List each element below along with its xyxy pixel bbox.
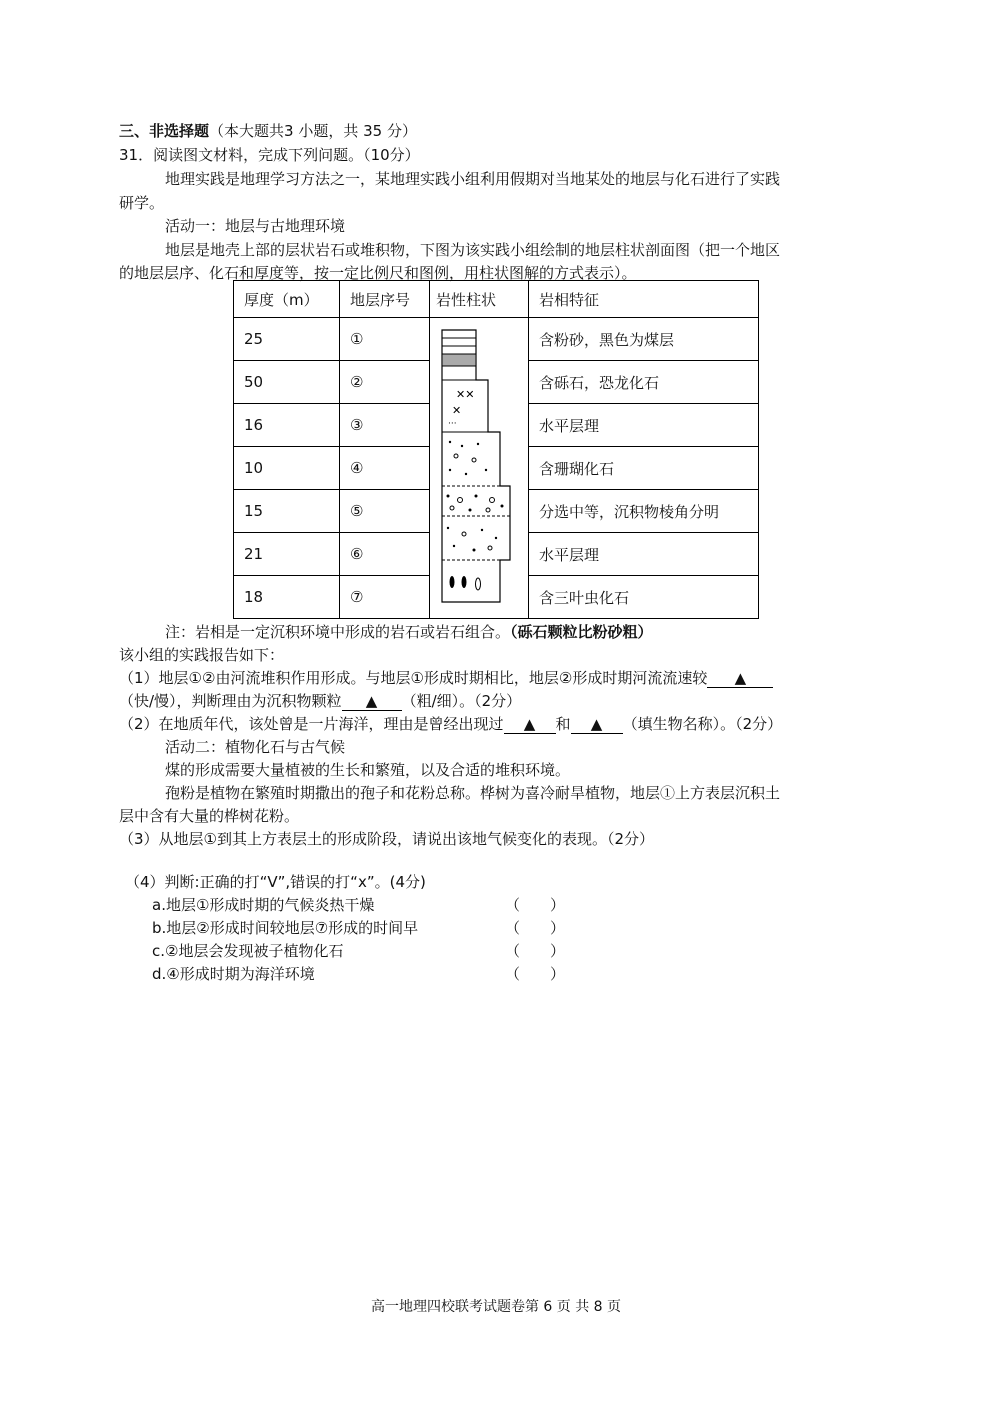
facies-cell: 含粉砂，黑色为煤层 xyxy=(529,318,759,361)
section-note: （本大题共3 小题，共 35 分） xyxy=(209,122,417,140)
note-text: 注：岩相是一定沉积环境中形成的岩石或岩石组合。 xyxy=(165,623,511,641)
judge-answer-c[interactable]: （ ） xyxy=(505,942,566,960)
note-bold: （砾石颗粒比粉砂粗） xyxy=(510,623,653,641)
svg-text:✕: ✕ xyxy=(452,404,462,417)
desc-line-1: 地层是地壳上部的层状岩石或堆积物，下图为该实践小组绘制的地层柱状剖面图（把一个地区 xyxy=(165,241,781,259)
section-heading xyxy=(119,121,417,142)
intro-line-1: 地理实践是地理学习方法之一，某地理实践小组利用假期对当地某处的地层与化石进行了实践 xyxy=(165,170,781,188)
facies-cell: 含珊瑚化石 xyxy=(529,447,759,490)
activity-one-title: 活动一：地层与古地理环境 xyxy=(165,217,346,235)
part-2-line xyxy=(119,714,782,735)
pollen-line-1: 孢粉是植物在繁殖时期撒出的孢子和花粉总称。桦树为喜冷耐旱植物，地层①上方表层沉积土 xyxy=(165,784,781,802)
pollen-line-2: 层中含有大量的桦树花粉。 xyxy=(119,807,300,825)
judge-item-b: b.地层②形成时间较地层⑦形成的时间早 xyxy=(152,919,419,937)
part-3-question: （3）从地层①到其上方表层土的形成阶段，请说出该地气候变化的表现。（2分） xyxy=(119,830,655,848)
thickness-cell: 16 xyxy=(234,404,340,447)
part-1-text-b: （快/慢），判断理由为沉积物颗粒 xyxy=(119,692,342,710)
answer-blank[interactable]: ▲ xyxy=(707,669,773,688)
header-lithology: 岩性柱状 xyxy=(430,281,529,318)
activity-two-title: 活动二：植物化石与古气候 xyxy=(165,738,346,756)
answer-blank[interactable]: ▲ xyxy=(571,715,623,734)
judge-answer-a[interactable]: （ ） xyxy=(505,896,566,914)
report-intro: 该小组的实践报告如下： xyxy=(119,646,285,664)
coal-text: 煤的形成需要大量植被的生长和繁殖，以及合适的堆积环境。 xyxy=(165,761,571,779)
header-sequence: 地层序号 xyxy=(340,281,430,318)
thickness-cell: 15 xyxy=(234,490,340,533)
header-thickness: 厚度（m） xyxy=(234,281,340,318)
answer-blank[interactable]: ▲ xyxy=(504,715,556,734)
facies-cell: 含砾石，恐龙化石 xyxy=(529,361,759,404)
sequence-cell: ④ xyxy=(340,447,430,490)
judge-item-a: a.地层①形成时期的气候炎热干燥 xyxy=(152,896,375,914)
facies-cell: 分选中等，沉积物棱角分明 xyxy=(529,490,759,533)
lithology-column-diagram xyxy=(430,320,522,612)
facies-cell: 水平层理 xyxy=(529,404,759,447)
thickness-cell: 50 xyxy=(234,361,340,404)
thickness-cell: 21 xyxy=(234,533,340,576)
facies-cell: 含三叶虫化石 xyxy=(529,576,759,619)
part-1-text-c: （粗/细）。（2分） xyxy=(401,692,522,710)
sequence-cell: ② xyxy=(340,361,430,404)
part-2-text-a: （2）在地质年代，该处曾是一片海洋，理由是曾经出现过 xyxy=(119,715,504,733)
desc-line-2: 的地层层序、化石和厚度等，按一定比例尺和图例，用柱状图解的方式表示）。 xyxy=(119,264,637,282)
part-4-question: （4）判断:正确的打“V”,错误的打“x”。(4分) xyxy=(125,873,426,891)
answer-blank[interactable]: ▲ xyxy=(342,692,402,711)
part-2-and: 和 xyxy=(555,715,571,733)
header-facies: 岩相特征 xyxy=(529,281,759,318)
judge-item-c: c.②地层会发现被子植物化石 xyxy=(152,942,344,960)
judge-answer-b[interactable]: （ ） xyxy=(505,919,566,937)
table-header-row xyxy=(234,281,759,318)
svg-text:···: ··· xyxy=(448,419,457,429)
sequence-cell: ⑦ xyxy=(340,576,430,619)
judge-item-d: d.④形成时期为海洋环境 xyxy=(152,965,315,983)
sequence-cell: ⑥ xyxy=(340,533,430,576)
part-1-text-a: （1）地层①②由河流堆积作用形成。与地层①形成时期相比，地层②形成时期河流流速较 xyxy=(119,669,708,687)
judge-answer-d[interactable]: （ ） xyxy=(505,965,566,983)
thickness-cell: 25 xyxy=(234,318,340,361)
sequence-cell: ① xyxy=(340,318,430,361)
part-2-text-b: （填生物名称）。（2分） xyxy=(622,715,783,733)
lithology-column-cell xyxy=(430,318,529,619)
page-footer: 高一地理四校联考试题卷第 6 页 共 8 页 xyxy=(370,1299,622,1315)
svg-text:✕✕: ✕✕ xyxy=(456,388,475,401)
sequence-cell: ③ xyxy=(340,404,430,447)
strata-table xyxy=(233,280,759,619)
table-row xyxy=(234,318,759,361)
part-1-line-2 xyxy=(119,691,521,712)
part-1-line-1 xyxy=(119,668,773,689)
table-note xyxy=(165,622,653,643)
sequence-cell: ⑤ xyxy=(340,490,430,533)
thickness-cell: 18 xyxy=(234,576,340,619)
facies-cell: 水平层理 xyxy=(529,533,759,576)
thickness-cell: 10 xyxy=(234,447,340,490)
intro-line-2: 研学。 xyxy=(119,194,165,212)
question-stem: 31．阅读图文材料，完成下列问题。（10分） xyxy=(119,146,420,164)
section-title: 三、非选择题 xyxy=(119,122,210,140)
